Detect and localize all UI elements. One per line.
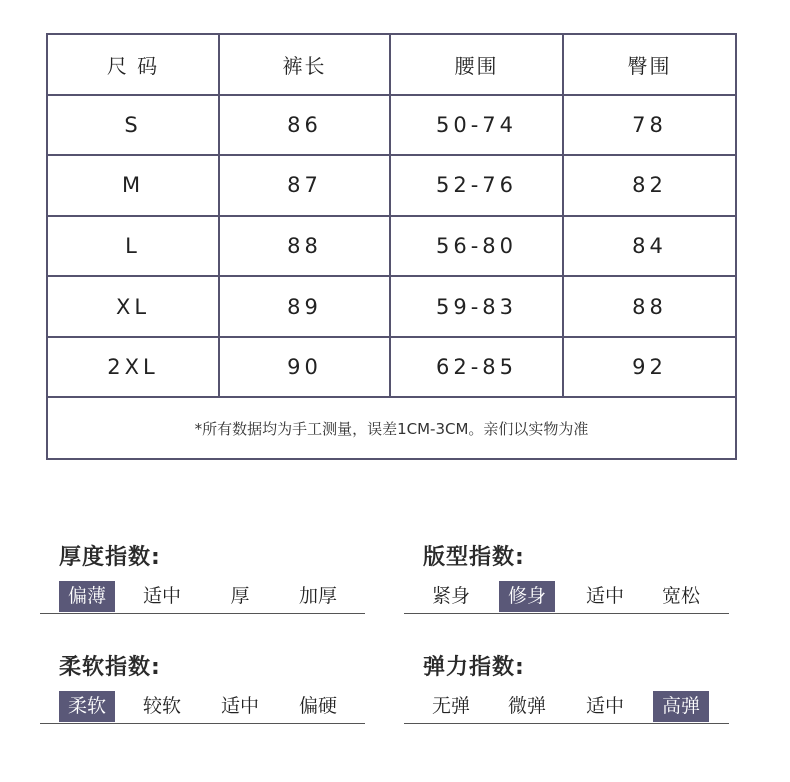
cell-waist: 56-80 [390, 216, 563, 277]
cell-waist: 62-85 [390, 337, 563, 398]
table-header-row [47, 34, 736, 95]
elasticity-index-options [404, 691, 729, 724]
index-option: 偏硬 [298, 695, 337, 717]
index-option-selected: 偏薄 [59, 581, 115, 612]
index-option-selected: 柔软 [59, 691, 115, 722]
cell-waist: 59-83 [390, 276, 563, 337]
cell-hip: 84 [563, 216, 736, 277]
table-row [47, 155, 736, 216]
index-option: 适中 [585, 585, 624, 607]
table-row [47, 276, 736, 337]
elasticity-index-title: 弹力指数: [423, 655, 525, 680]
index-option: 适中 [585, 695, 624, 717]
cell-pants-length: 86 [219, 95, 390, 156]
table-row [47, 216, 736, 277]
index-option: 宽松 [661, 585, 700, 607]
size-chart-table [46, 33, 737, 460]
index-option: 适中 [142, 585, 181, 607]
cell-waist: 50-74 [390, 95, 563, 156]
measurement-note: *所有数据均为手工测量，误差1CM-3CM。亲们以实物为准 [47, 397, 736, 459]
softness-index-options [40, 691, 365, 724]
cell-size: XL [47, 276, 219, 337]
index-option: 微弹 [507, 695, 546, 717]
table-note-row [47, 397, 736, 459]
header-waist: 腰围 [390, 34, 563, 95]
cell-hip: 78 [563, 95, 736, 156]
thickness-index-options [40, 581, 365, 614]
cell-pants-length: 88 [219, 216, 390, 277]
index-option: 紧身 [431, 585, 470, 607]
cell-size: S [47, 95, 219, 156]
header-hip: 臀围 [563, 34, 736, 95]
cell-size: L [47, 216, 219, 277]
index-option-selected: 高弹 [653, 691, 709, 722]
cell-size: M [47, 155, 219, 216]
header-size: 尺 码 [47, 34, 219, 95]
cell-hip: 88 [563, 276, 736, 337]
index-option: 厚 [230, 585, 250, 607]
fit-index-options [404, 581, 729, 614]
fit-index-title: 版型指数: [423, 545, 525, 570]
cell-pants-length: 89 [219, 276, 390, 337]
index-option-selected: 修身 [499, 581, 555, 612]
index-option: 无弹 [431, 695, 470, 717]
cell-hip: 82 [563, 155, 736, 216]
table-row [47, 337, 736, 398]
cell-pants-length: 90 [219, 337, 390, 398]
softness-index-title: 柔软指数: [59, 655, 161, 680]
cell-pants-length: 87 [219, 155, 390, 216]
index-option: 加厚 [298, 585, 337, 607]
cell-waist: 52-76 [390, 155, 563, 216]
thickness-index-title: 厚度指数: [59, 545, 161, 570]
index-option: 较软 [142, 695, 181, 717]
cell-size: 2XL [47, 337, 219, 398]
table-row [47, 95, 736, 156]
index-option: 适中 [220, 695, 259, 717]
header-pants-length: 裤长 [219, 34, 390, 95]
cell-hip: 92 [563, 337, 736, 398]
